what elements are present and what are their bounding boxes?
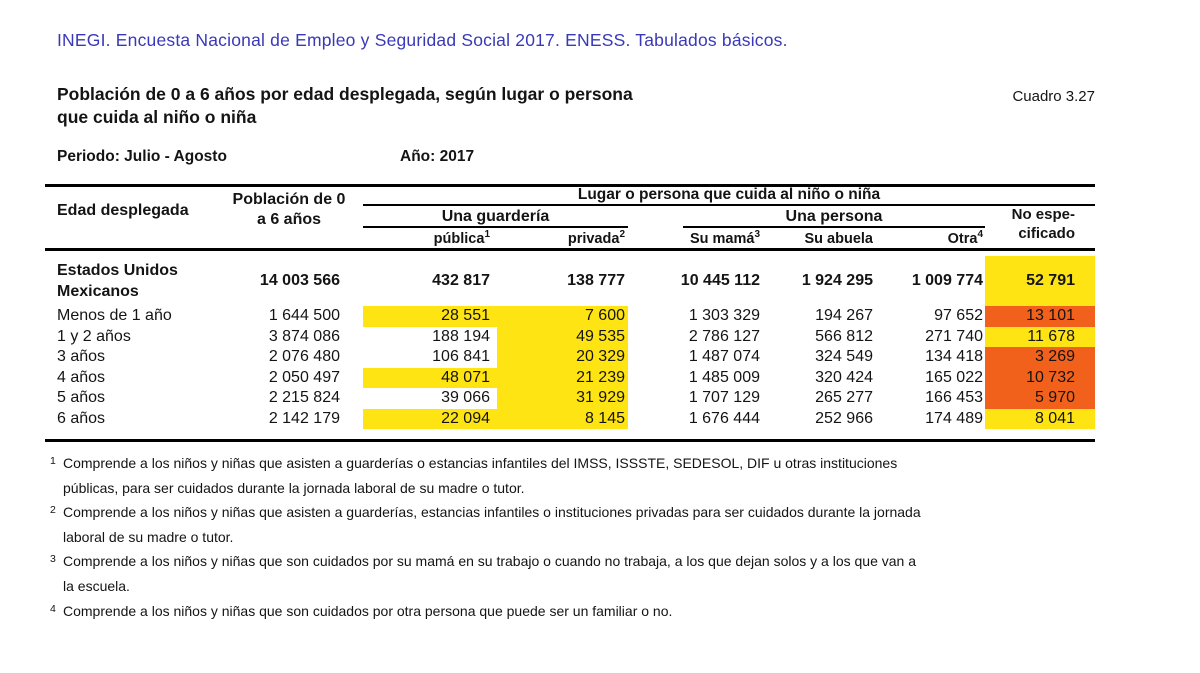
table-row — [45, 347, 1095, 368]
footnote-line: 1 Comprende a los niños y niñas que asisten a guarderías o estancias infantiles del IMSS, ISSSTE, SEDESOL, DIF u otras instituciones — [63, 451, 990, 476]
footnote-line: la escuela. — [63, 577, 130, 594]
cell-no-especificado: 10 732 — [985, 368, 1095, 389]
cell-otra: 271 740 — [925, 327, 983, 345]
source-title: INEGI. Encuesta Nacional de Empleo y Seguridad Social 2017. ENESS. Tabulados básicos. — [57, 30, 788, 50]
cell-poblacion: 2 050 497 — [268, 368, 340, 386]
table-row — [45, 409, 1095, 430]
footnote-line: laboral de su madre o tutor. — [63, 528, 234, 545]
footnote-number: 3 — [50, 553, 56, 566]
table-row — [45, 368, 1095, 389]
cell-su-abuela: 320 424 — [815, 368, 873, 386]
group-header-guarderia: Una guardería — [441, 208, 550, 225]
cell-label: 6 años — [57, 409, 106, 427]
column-header-no-especificado-line2: cificado — [1018, 225, 1075, 242]
group-header-persona: Una persona — [785, 208, 883, 225]
footnote-ref-4: 4 — [977, 229, 983, 241]
cell-label: Menos de 1 año — [57, 307, 172, 324]
cell-poblacion: 2 142 179 — [268, 409, 340, 427]
column-header-privada: privada$^2$ — [567, 229, 625, 247]
table-row — [45, 327, 1095, 348]
table-row — [45, 306, 1095, 327]
cell-su-abuela: 265 277 — [815, 389, 873, 406]
cell-otra: 166 453 — [925, 389, 983, 406]
footnote-line: públicas, para ser cuidados durante la jornada laboral de su madre o tutor. — [63, 479, 525, 496]
cell-no-especificado: 5 970 — [985, 388, 1095, 409]
cell-su-abuela: 252 966 — [815, 409, 873, 427]
cell-no-especificado: 11 678 — [985, 327, 1095, 348]
footnote-ref-3: 3 — [754, 229, 760, 241]
cell-su-mama: 1 303 329 — [688, 307, 760, 324]
footnote — [50, 451, 990, 500]
cell-no-especificado: 13 101 — [985, 306, 1095, 327]
cell-no-especificado: 52 791 — [985, 256, 1095, 306]
column-header-publica: pública$^1$ — [433, 229, 490, 247]
table-title-line1: Población de 0 a 6 años por edad desplegada, según lugar o persona — [57, 84, 633, 104]
cell-su-mama: 1 676 444 — [688, 409, 760, 427]
cell-privada: 7 600 — [497, 306, 628, 327]
cell-otra: 134 418 — [925, 348, 983, 365]
column-header-otra: Otra$^4$ — [947, 229, 983, 247]
cell-poblacion: 1 644 500 — [268, 307, 340, 324]
table-body — [45, 306, 1095, 429]
table-bottom-rule — [45, 439, 1095, 442]
cell-privada: 138 777 — [567, 272, 625, 289]
cell-otra: 1 009 774 — [911, 272, 983, 289]
year-label: Año: 2017 — [400, 148, 475, 165]
footnote-number: 1 — [50, 455, 56, 467]
footnote — [50, 549, 990, 598]
cell-su-mama: 2 786 127 — [688, 327, 760, 345]
column-header-su-mama: Su mamá$^3$ — [689, 229, 760, 247]
cell-publica: 106 841 — [432, 348, 490, 365]
cell-poblacion: 2 215 824 — [268, 389, 340, 406]
cell-privada: 20 329 — [497, 347, 628, 368]
cell-otra: 97 652 — [934, 307, 983, 324]
cell-poblacion: 3 874 086 — [268, 327, 340, 345]
cell-su-abuela: 324 549 — [815, 348, 873, 365]
cell-publica: 22 094 — [363, 409, 497, 430]
cell-su-mama: 1 707 129 — [688, 389, 760, 406]
cell-su-mama: 1 487 074 — [688, 348, 760, 365]
footnote-line: 3 Comprende a los niños y niñas que son cuidados por su mamá en su trabajo o cuando no trabaja, a los que dejan solos y a los que van a — [63, 549, 990, 574]
cell-poblacion: 14 003 566 — [259, 272, 340, 289]
cell-su-abuela: 194 267 — [815, 307, 873, 324]
header-bottom-rule — [45, 248, 1095, 251]
footnote-line: 2 Comprende a los niños y niñas que asisten a guarderías, estancias infantiles o instituciones privadas para ser cuidados durante la jornada — [63, 500, 990, 525]
cell-privada: 31 929 — [497, 388, 628, 409]
cell-privada: 8 145 — [497, 409, 628, 430]
cell-su-mama: 10 445 112 — [680, 272, 760, 289]
table-row-total — [45, 256, 1095, 306]
column-header-poblacion-line2: a 6 años — [256, 211, 322, 228]
cell-publica: 432 817 — [432, 272, 490, 289]
cell-no-especificado: 3 269 — [985, 347, 1095, 368]
footnote-ref-2: 2 — [619, 229, 625, 241]
column-header-poblacion-line1: Población de 0 — [232, 191, 346, 208]
cell-label: 1 y 2 años — [57, 327, 131, 345]
persona-header-rule — [683, 226, 985, 228]
cell-su-abuela: 1 924 295 — [801, 272, 873, 289]
table-row — [45, 388, 1095, 409]
cell-label: Estados Unidos Mexicanos — [57, 262, 178, 300]
footnote — [50, 599, 990, 624]
cell-su-mama: 1 485 009 — [688, 368, 760, 386]
subheader-row — [45, 230, 1095, 248]
cell-no-especificado: 8 041 — [985, 409, 1095, 430]
cell-publica: 188 194 — [432, 327, 490, 345]
table-number: Cuadro 3.27 — [1012, 88, 1095, 105]
cell-privada: 49 535 — [497, 327, 628, 348]
cell-otra: 174 489 — [925, 409, 983, 427]
column-header-edad: Edad desplegada — [57, 202, 189, 219]
footnote — [50, 500, 990, 549]
cell-poblacion: 2 076 480 — [268, 348, 340, 365]
cell-publica: 39 066 — [441, 389, 490, 406]
footnote-number: 4 — [50, 602, 56, 615]
footnote-line: 4 Comprende a los niños y niñas que son cuidados por otra persona que puede ser un familiar o no. — [63, 599, 990, 624]
column-header-no-especificado-line1: No espe- — [1011, 206, 1075, 223]
cell-publica: 48 071 — [363, 368, 497, 389]
group-header-lugar-persona: Lugar o persona que cuida al niño o niña — [577, 186, 881, 203]
cell-privada: 21 239 — [497, 368, 628, 389]
footnote-number: 2 — [50, 504, 56, 517]
cell-label: 3 años — [57, 348, 106, 365]
table-title-line2: que cuida al niño o niña — [57, 107, 257, 127]
cell-otra: 165 022 — [925, 368, 983, 386]
period-label: Periodo: Julio - Agosto — [57, 148, 227, 165]
cell-label: 4 años — [57, 368, 106, 386]
footnotes — [50, 451, 990, 623]
footnote-ref-1: 1 — [484, 229, 490, 241]
guarderia-header-rule — [363, 226, 628, 228]
cell-label: 5 años — [57, 389, 106, 406]
column-header-su-abuela: Su abuela — [804, 231, 873, 247]
cell-publica: 28 551 — [363, 306, 497, 327]
cell-su-abuela: 566 812 — [815, 327, 873, 345]
